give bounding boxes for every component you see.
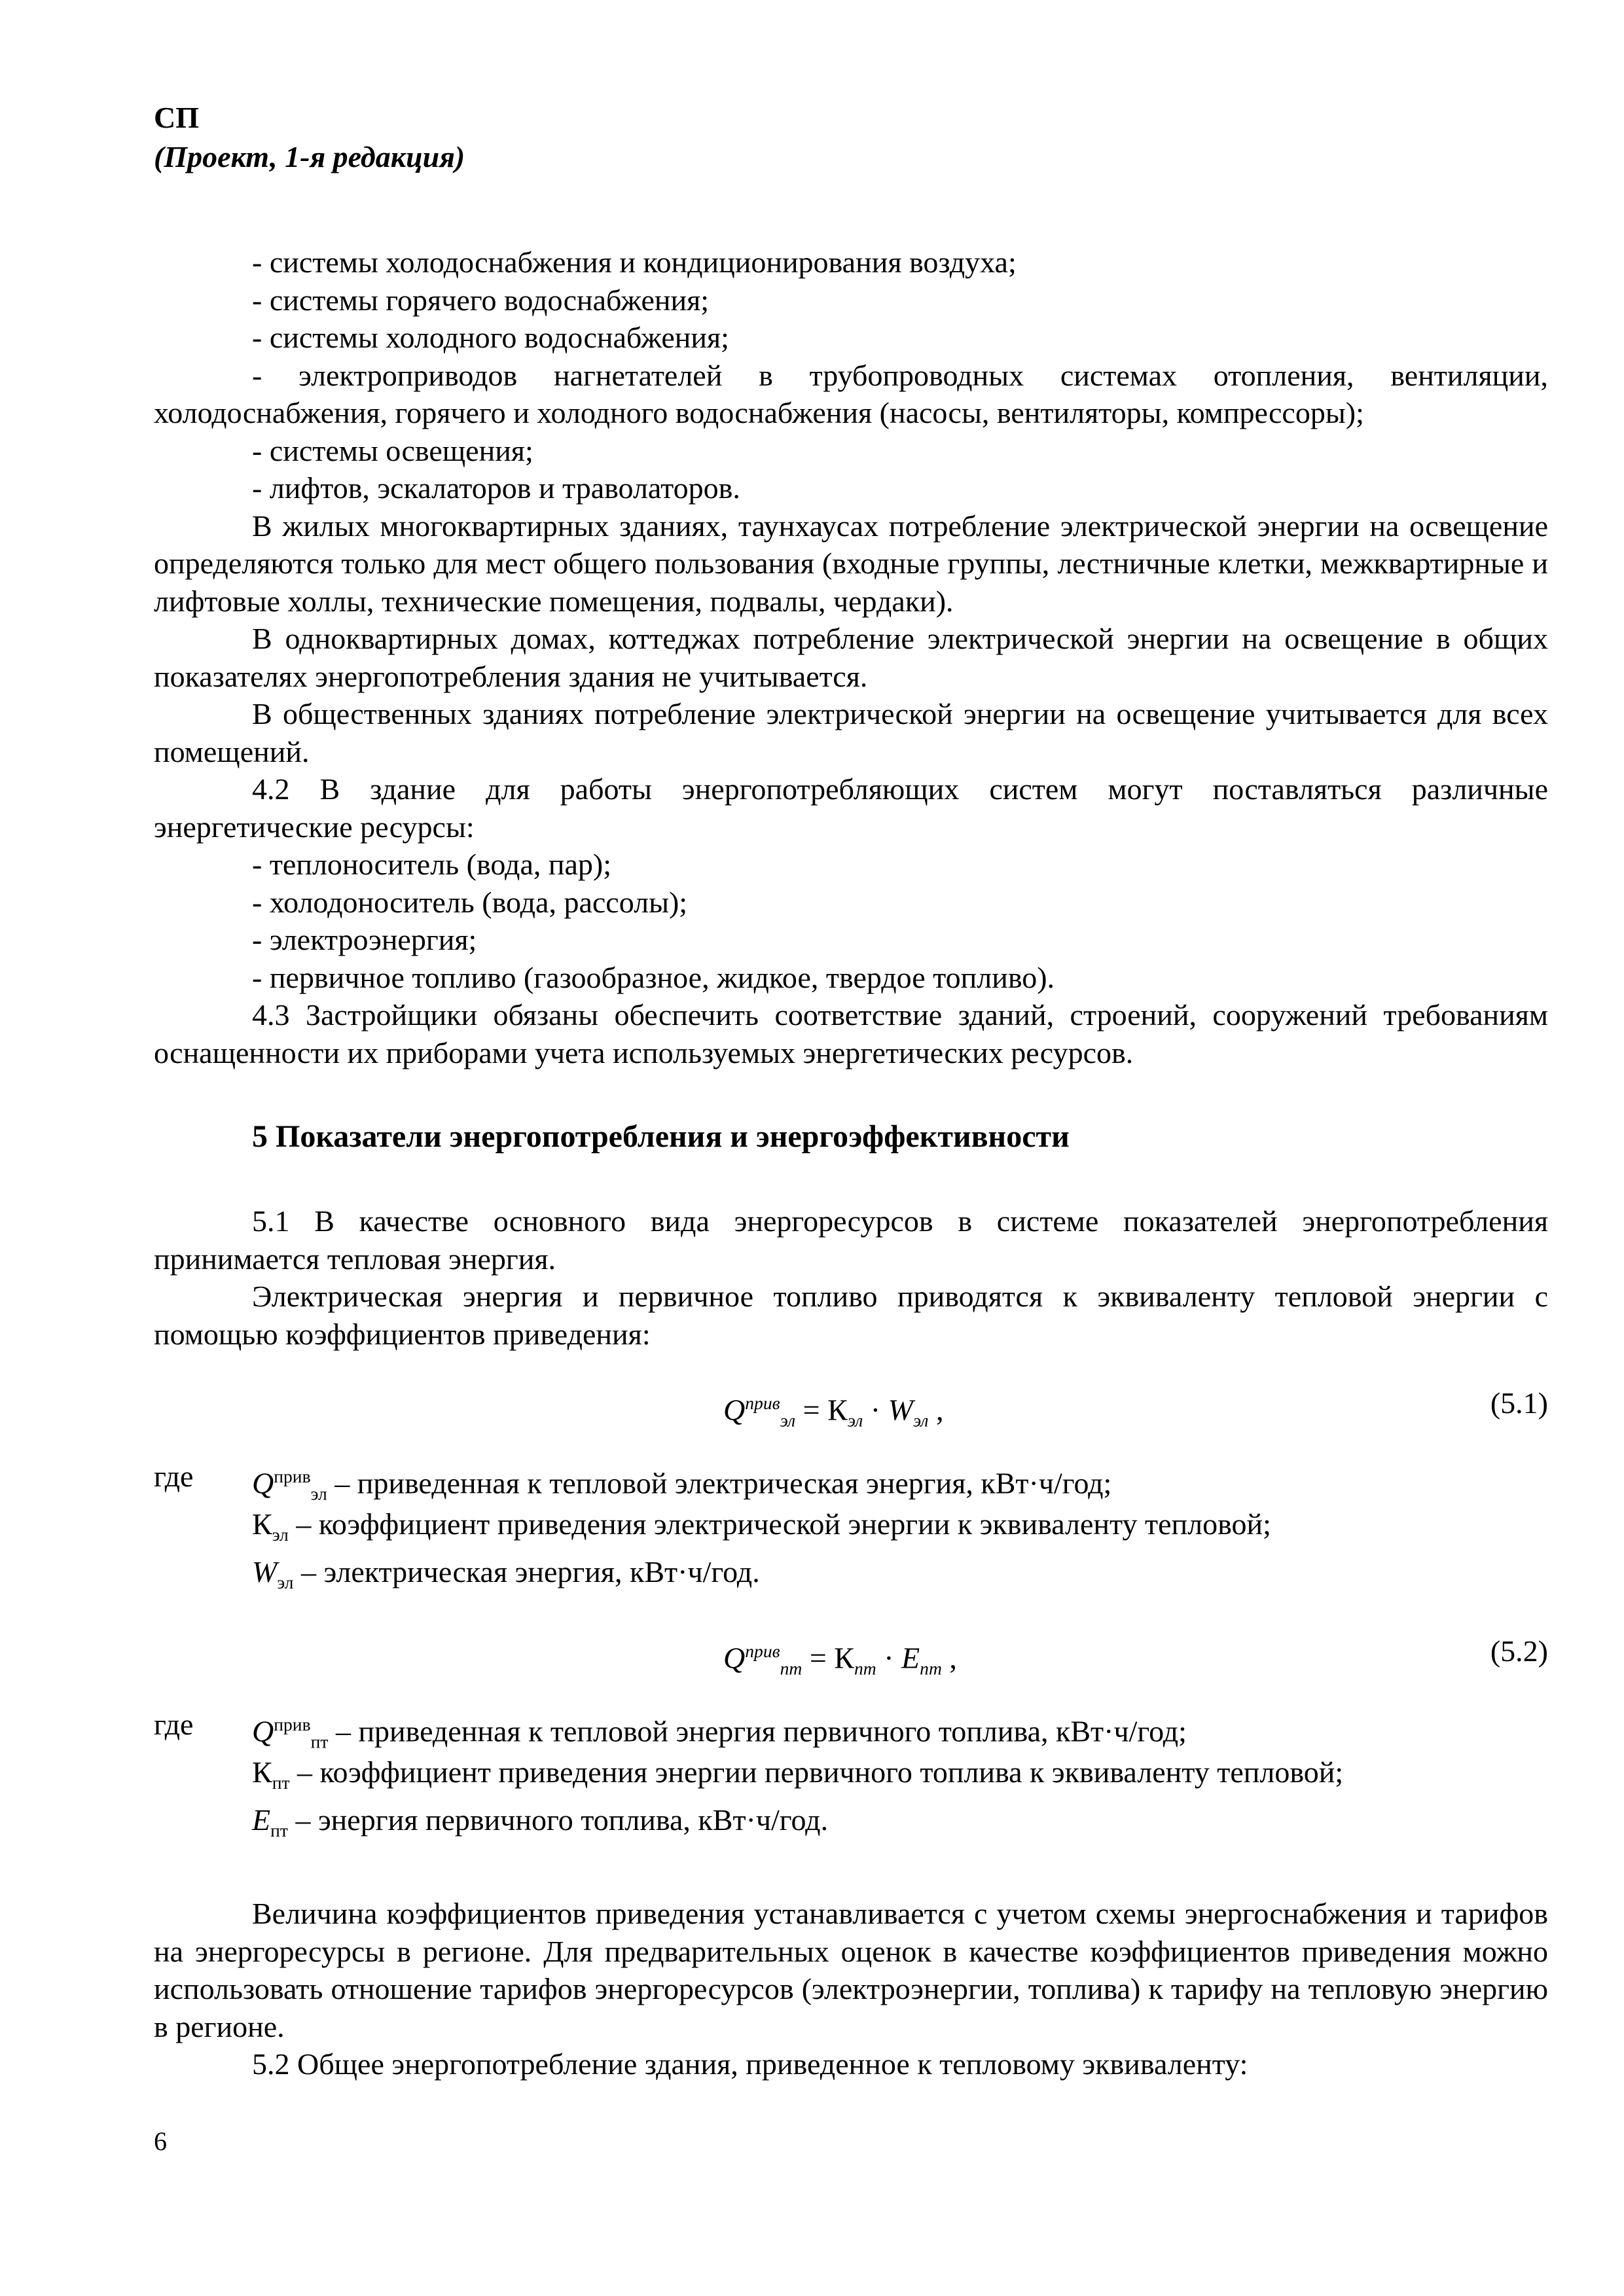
definition-item: $E_{пт}$ – энергия первичного топлива, кВт·ч/год. [252,1803,829,1841]
definition-item: где $Q^{прив}_{эл}$ – приведенная к тепловой электрическая энергия, кВт·ч/год; [154,1458,1548,1505]
formula-5-2 [154,1627,1548,1679]
page-header [154,98,465,177]
list-item: - лифтов, эскалаторов и траволаторов. [252,471,740,505]
formula-5-1-definitions [154,1458,1548,1601]
list-item: - системы горячего водоснабжения; [252,283,710,317]
formula-number: (5.1) [1490,1386,1548,1420]
definition-item: где $Q^{прив}_{пт}$ – приведенная к тепловой энергия первичного топлива, кВт·ч/год; [154,1706,1548,1753]
paragraph-single-family: В одноквартирных домах, коттеджах потребление электрической энергии на освещение в общих показателях энергопотребления здания не учитывается. [154,622,1548,693]
formula-expression: $Q^{прив}_{пт} = К_{пт} \cdot E_{пт}$ , [723,1641,957,1679]
document-code: СП [154,101,199,134]
list-item: - первичное топливо (газообразное, жидкое, твердое топливо). [252,960,1055,994]
paragraph-5-2: 5.2 Общее энергопотребление здания, приведенное к тепловому эквиваленту: [252,2047,1248,2081]
list-item: - электроэнергия; [252,923,477,956]
list-item: - системы холодоснабжения и кондиционирования воздуха; [252,245,1017,279]
paragraph-5-1: 5.1 В качестве основного вида энергоресурсов в системе показателей энергопотребления принимается тепловая энергия. [154,1204,1548,1276]
paragraph-residential: В жилых многоквартирных зданиях, таунхаусах потребление электрической энергии на освещение определяются только для мест общего пользования (входные группы, лестничные клетки, межквартирные и лифтовые холлы, технические помещения, подвалы, чердаки). [154,509,1548,618]
definition-item: $К_{эл}$ – коэффициент приведения электрической энергии к эквиваленту тепловой; [252,1507,1271,1545]
list-item: - системы холодного водоснабжения; [252,321,729,354]
document-body [154,243,1548,2083]
paragraph-4-2: 4.2 В здание для работы энергопотребляющих систем могут поставляться различные энергетические ресурсы: [154,772,1548,844]
paragraph-public-buildings: В общественных зданиях потребление электрической энергии на освещение учитывается для всех помещений. [154,697,1548,768]
draft-label: (Проект, 1-я редакция) [154,140,465,173]
where-label: где [154,1708,194,1741]
formula-number: (5.2) [1490,1634,1548,1668]
formula-5-2-definitions [154,1706,1548,1849]
list-item: - системы освещения; [252,433,533,467]
list-item: - холодоноситель (вода, рассолы); [252,885,688,919]
paragraph-5-1-conversion: Электрическая энергия и первичное топливо приводятся к эквиваленту тепловой энергии с помощью коэффициентов приведения: [154,1280,1548,1351]
list-item: - электроприводов нагнетателей в трубопроводных системах отопления, вентиляции, холодоснабжения, горячего и холодного водоснабжения (насосы, вентиляторы, компрессоры); [154,358,1548,429]
formula-expression: $Q^{прив}_{эл} = К_{эл} \cdot W_{эл}$ , [723,1393,944,1431]
section-5-title: 5 Показатели энергопотребления и энергоэффективности [252,1119,1070,1154]
paragraph-coefficients: Величина коэффициентов приведения устанавливается с учетом схемы энергоснабжения и тарифов на энергоресурсы в регионе. Для предварительных оценок в качестве коэффициентов приведения можно использовать отношение тарифов энергоресурсов (электроэнергии, топлива) к тарифу на тепловую энергию в регионе. [154,1897,1548,2043]
list-item: - теплоноситель (вода, пар); [252,848,612,881]
paragraph-4-3: 4.3 Застройщики обязаны обеспечить соответствие зданий, строений, сооружений требованиям оснащенности их приборами учета используемых энергетических ресурсов. [154,998,1548,1069]
definition-item: $W_{эл}$ – электрическая энергия, кВт·ч/год. [252,1555,760,1593]
where-label: где [154,1460,194,1493]
definition-item: $К_{пт}$ – коэффициент приведения энергии первичного топлива к эквиваленту тепловой; [252,1755,1344,1793]
page-number: 6 [154,2126,167,2156]
formula-5-1 [154,1379,1548,1431]
